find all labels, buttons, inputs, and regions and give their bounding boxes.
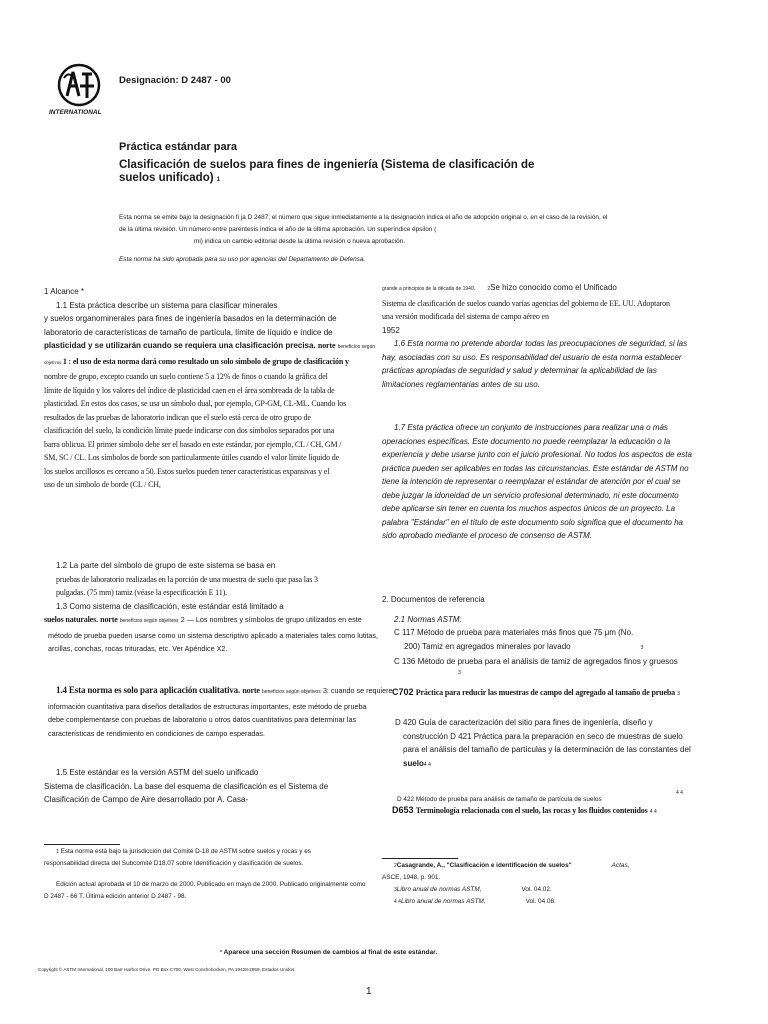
standard-title: Práctica estándar para [119, 141, 238, 153]
reference-d653: D653 Terminología relacionada con el suelo, las rocas y los fluidos contenidos 4 4 [392, 805, 657, 815]
designation: Designación: D 2487 - 00 [119, 75, 231, 86]
approval-note: Esta norma ha sido aprobada para su uso por agencias del Departamento de Defensa. [119, 256, 366, 263]
summary-note: * Aparece una sección Resumen de cambios al final de este estándar. [220, 949, 438, 956]
right-column-part-5: D 420 Guía de caracterización del sitio para fines de ingeniería, diseño y construcción D 421 Práctica para la preparación en seco de muestras de suelo para el análisis del tamaño de partículas y la determinación de las constantes del suelo4 4 [395, 718, 691, 768]
left-column-part-2: 1.2 La parte del símbolo de grupo de este sistema se basa en pruebas de laboratorio realizadas en la porción de una muestra de suelo que pasa las 3 pulgadas. (75 mm) tamiz (véase la especificación E 11). 1.3 Como sistema de clasificación, este estándar está limitado a suelos naturales. norte beneficios según objetivos 2 — Los nombres y símbolos de grupo utilizados en este método de prueba pueden usarse como un sistema descriptivo aplicado a materiales tales como lutitas, arcillas, conchas, rocas trituradas, etc. Ver Apéndice X2. [44, 561, 379, 653]
section-heading: 2. Documentos de referencia [382, 595, 485, 604]
right-column-part-3: 2. Documentos de referencia 2.1 Normas ASTM: C 117 Método de prueba para materiales más finos que 75 μm (No. 200) Tamiz en agregados minerales por lavado 3 C 136 Método de prueba para el análisis de tamiz de agregados finos y gruesos 3 [382, 595, 678, 676]
footnote-divider [44, 844, 120, 845]
right-column-part-4: C702 Práctica para reducir las muestras de campo del agregado al tamaño de prueba 3 [392, 687, 681, 697]
footnotes-left: 1 Esta norma está bajo la jurisdicción del Comité D-18 de ASTM sobre suelos y rocas y es responsabilidad directa del Subcomité D18.07 sobre Identificación y clasificación de suelos. Edición actual aprobada el 10 de marzo de 2000. Publicado en mayo de 2000. Publicado originalmente como D 2487 - 66 T. Última edición anterior D 2487 - 98. [44, 848, 366, 900]
footnote-ref: 4 4 [676, 790, 683, 796]
logo-wordmark: INTERNATIONAL [49, 109, 102, 116]
main-title [119, 159, 559, 187]
astm-logo [46, 62, 112, 118]
footnote-divider [382, 858, 458, 859]
section-heading: 1 Alcance * [44, 287, 85, 296]
copyright: Copyright © ASTM International, 100 Barr Harbor Drive, PO Box C700, West Conshohocken, PA 19428-2959, Estados Unidos. [38, 967, 296, 972]
footnote-mark: 1 [216, 177, 220, 183]
left-column: 1 Alcance * 1.1 Esta práctica describe un sistema para clasificar minerales y suelos organominerales para fines de ingeniería basados en la determinación de laboratorio de características de tamaño de partícula, límite de líquido e índice de plasticidad y se utilizarán cuando se requiera una clasificación precisa. norte beneficios según objetivos 1 : el uso de esta norma dará como resultado un solo símbolo de grupo de clasificación y nombre de grupo, excepto cuando un suelo contiene 5 a 12% de finos o cuando la gráfica del límite de líquido y los valores del índice de plasticidad caen en el área sombreada de la tabla de plasticidad. En estos dos casos, se usa un símbolo dual, por ejemplo, GP-GM, CL-ML. Cuando los resultados de las pruebas de laboratorio indican que el suelo está cerca de otro grupo de clasificación del suelo, la condición límite puede indicarse con dos símbolos separados por una barra oblicua. El primer símbolo debe ser el basado en este estándar, por ejemplo, CL / CH, GM / SM, SC / CL. Los símbolos de borde son particularmente útiles cuando el valor límite líquido de los suelos arcillosos es cercano a 50. Estos suelos pueden tener características expansivas y el uso de un símbolo de borde (CL / CH, [44, 287, 376, 489]
main-title-line-1: Clasificación de suelos para fines de ingeniería (Sistema de clasificación de [119, 159, 535, 171]
left-column-part-4: 1.5 Este estándar es la versión ASTM del suelo unificado Sistema de clasificación. La base del esquema de clasificación es el Sistema de Clasificación de Campo de Aire desarrollado por A. Casa- [44, 768, 329, 804]
page-number: 1 [366, 986, 372, 997]
reference-d422: D 422 Método de prueba para análisis de tamaño de partícula de suelos [397, 796, 602, 803]
left-column-part-3: 1.4 Esta norma es solo para aplicación cualitativa. norte beneficios según objetivos 3: cuando se requiere información cuantitativa para diseños detallados de estructuras importantes, este método de prueba debe complementarse con pruebas de laboratorio u otros datos cuantitativos para determinar las características de rendimiento en condiciones de campo esperadas. [48, 685, 393, 738]
issuance-note: Esta norma se emite bajo la designación fi ja D 2487; el número que sigue inmediatamente a la designación indica el año de adopción original o, en el caso de la revisión, el de la última revisión. Un número entre paréntesis indica el año de la última aprobación. Un superíndice épsilon ( mi) indica un cambio editorial desde la última revisión o nueva aprobación. [119, 214, 608, 245]
main-title-line-2: suelos unificado) 1 [119, 172, 220, 184]
footnotes-right: 2Casagrande, A., "Clasificación e identificación de suelos" Actas, ASCE, 1948, p. 901. 3Libro anual de normas ASTM, Vol. 04.02. 4 4Libro anual de normas ASTM, Vol. 04.08. [382, 862, 630, 905]
right-column-part-2: 1.7 Esta práctica ofrece un conjunto de instrucciones para realizar una o más operaciones específicas. Este documento no puede reemplazar la educación o la experiencia y debe usarse junto con el juicio profesional. No todos los aspectos de esta práctica pueden ser aplicables en todas las circunstancias. Este estándar de ASTM no tiene la intención de representar o reemplazar el estándar de atención por el cual se debe juzgar la idoneidad de un servicio profesional determinado, ni este documento debe aplicarse sin tener en cuenta los muchos aspectos únicos de un proyecto. La palabra "Estándar" en el título de este documento solo significa que el documento ha sido aprobado mediante el proceso de consenso de ASTM. [382, 423, 692, 540]
right-column: grande a principios de la década de 1940. 2Se hizo conocido como el Unificado Sistema de clasificación de suelos cuando varias agencias del gobierno de EE. UU. Adoptaron una versión modificada del sistema de campo aéreo en 1952 1.6 Esta norma no pretende abordar todas las preocupaciones de seguridad, si las hay, asociadas con su uso. Es responsabilidad del usuario de esta norma establecer prácticas apropiadas de seguridad y salud y determinar la aplicabilidad de las limitaciones reglamentarias antes de su uso. [382, 283, 688, 389]
